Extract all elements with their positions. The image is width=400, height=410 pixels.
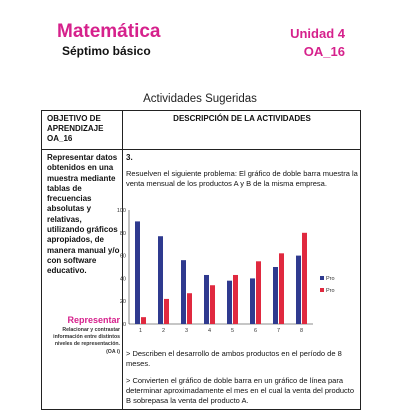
page-title: Matemática xyxy=(57,21,161,42)
bar-series-2 xyxy=(302,233,307,324)
row-divider xyxy=(42,149,360,150)
section-heading: Actividades Sugeridas xyxy=(143,93,257,105)
y-tick-label: 40 xyxy=(119,276,126,283)
bar-series-1 xyxy=(273,267,278,324)
instruction-convert: > Convierten el gráfico de doble barra en un gráfico de línea para determinar aproximadamente el mes en el cual la venta del producto B sobrepasa la venta del producto A. xyxy=(126,376,355,405)
x-tick-label: 6 xyxy=(253,328,258,334)
x-tick-label: 2 xyxy=(161,328,166,334)
bar-series-1 xyxy=(296,256,301,324)
bar-series-1 xyxy=(227,281,232,324)
bar-series-1 xyxy=(250,278,255,324)
bar-series-2 xyxy=(210,285,215,324)
y-tick-label: 80 xyxy=(119,230,126,237)
bar-series-2 xyxy=(164,299,169,324)
double-bar-chart xyxy=(115,200,365,335)
bar-series-1 xyxy=(181,260,186,324)
x-tick-label: 5 xyxy=(230,328,235,334)
activities-table xyxy=(41,110,361,410)
bar-series-2 xyxy=(256,261,261,324)
y-tick-label: 60 xyxy=(119,253,126,260)
objective-column-header: OBJETIVO DE APRENDIZAJE OA_16 xyxy=(47,114,104,143)
y-tick-label: 20 xyxy=(119,299,126,306)
legend-label: Pro xyxy=(326,276,335,282)
x-tick-label: 7 xyxy=(276,328,281,334)
bar-series-1 xyxy=(204,275,209,324)
page-subtitle: Séptimo básico xyxy=(62,44,151,58)
legend-swatch xyxy=(320,288,324,292)
legend-swatch xyxy=(320,276,324,280)
y-tick-label: 0 xyxy=(122,322,126,328)
x-tick-label: 3 xyxy=(184,328,189,334)
objective-description: Representar datos obtenidos en una muestra mediante tablas de frecuencias absolutas y relativas, utilizando gráficos apropiados, de manera manual y/o con software educativo. xyxy=(47,153,120,276)
instruction-describe: > Describen el desarrollo de ambos productos en el período de 8 meses. xyxy=(126,349,342,368)
y-tick-label: 100 xyxy=(116,208,126,214)
bar-series-1 xyxy=(135,221,140,324)
x-tick-label: 1 xyxy=(138,328,143,334)
x-tick-label: 8 xyxy=(299,328,304,334)
legend-label: Pro xyxy=(326,288,335,294)
skill-description: Relacionar y contrastar información entre distintos niveles de representación. (OA i) xyxy=(53,327,120,355)
problem-statement: Resuelven el siguiente problema: El gráfico de doble barra muestra la venta mensual de los productos A y B de la misma empresa. xyxy=(126,169,358,188)
activity-number: 3. xyxy=(126,153,133,162)
objective-code: OA_16 xyxy=(303,44,345,59)
bar-series-2 xyxy=(279,253,284,324)
bar-series-2 xyxy=(141,317,146,324)
bar-series-2 xyxy=(187,293,192,324)
bar-series-1 xyxy=(158,236,163,324)
skill-title: Representar xyxy=(67,315,120,325)
bar-series-2 xyxy=(233,275,238,324)
x-tick-label: 4 xyxy=(207,328,212,334)
unit-label: Unidad 4 xyxy=(290,26,345,41)
description-column-header: DESCRIPCIÓN DE LA ACTIVIDADES xyxy=(173,114,311,123)
